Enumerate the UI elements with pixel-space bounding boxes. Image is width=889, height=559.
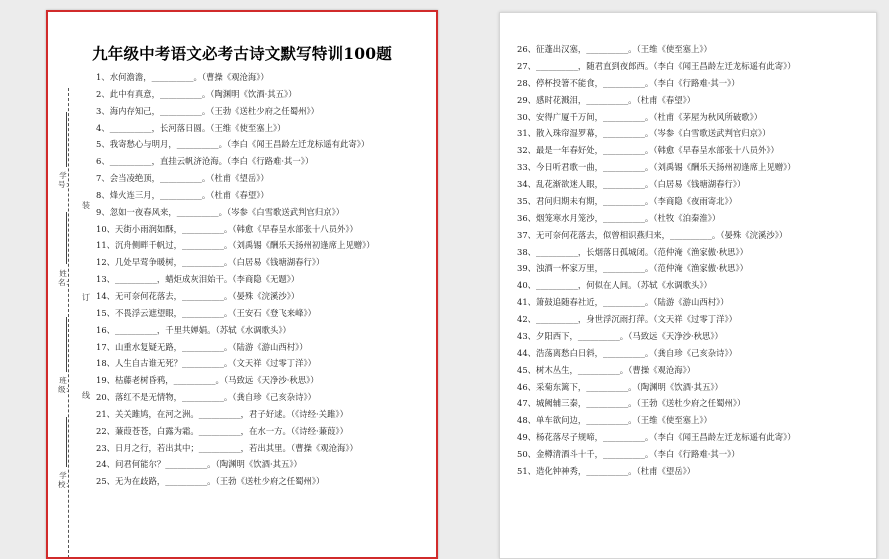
gutter-label: 线 xyxy=(82,391,90,400)
question-item: 22、蒹葭苍苍，白露为霜。__________，在水一方。（《诗经·蒹葭》） xyxy=(96,425,348,436)
question-item: 33、今日听君歌一曲，__________。（刘禹锡《酬乐天扬州初逢席上见赠》） xyxy=(517,162,796,173)
question-item: 26、征蓬出汉塞，__________。（王维《使至塞上》） xyxy=(517,44,712,54)
question-item: 24、问君何能尔？__________。（陶渊明《饮酒·其五》） xyxy=(96,459,302,470)
page-title: 九年级中考语文必考古诗文默写特训100题 xyxy=(92,44,392,63)
worksheet-page-right xyxy=(499,12,877,559)
gutter-label: 订 xyxy=(82,293,90,302)
question-item: 10、天街小雨润如酥，__________。（韩愈《早春呈水部张十八员外》） xyxy=(96,223,358,234)
question-item: 49、杨花落尽子规啼，__________。（李白《闻王昌龄左迁龙标遥有此寄》） xyxy=(517,432,796,443)
question-item: 46、采菊东篱下，__________。（陶渊明《饮酒·其五》） xyxy=(517,381,723,392)
question-item: 38、__________，长烟落日孤城闭。（范仲淹《渔家傲·秋思》） xyxy=(517,246,749,257)
question-item: 39、浊酒一杯家万里，__________。（范仲淹《渔家傲·秋思》） xyxy=(517,263,749,274)
question-item: 15、不畏浮云遮望眼，__________。（王安石《登飞来峰》） xyxy=(96,307,317,318)
question-item: 25、无为在歧路，__________。（王勃《送杜少府之任蜀州》） xyxy=(96,476,325,487)
question-item: 51、造化钟神秀，__________。（杜甫《望岳》） xyxy=(517,465,696,476)
question-item: 21、关关雎鸠，在河之洲。__________，君子好逑。（《诗经·关雎》） xyxy=(96,408,348,419)
question-item: 9、忽如一夜春风来，__________。（岑参《白雪歌送武判官归京》） xyxy=(96,206,345,217)
gutter-label: 装 xyxy=(82,201,90,210)
question-item: 42、__________，身世浮沉雨打萍。（文天祥《过零丁洋》） xyxy=(517,314,738,324)
question-item: 13、__________，蜡炬成灰泪始干。（李商隐《无题》） xyxy=(96,274,300,285)
question-item: 29、感时花溅泪，__________。（杜甫《春望》） xyxy=(517,94,696,105)
question-item: 44、浩荡离愁白日斜，__________。（龚自珍《己亥杂诗》） xyxy=(517,347,738,358)
question-item: 1、水何澹澹，__________。（曹操《观沧海》） xyxy=(96,72,269,82)
question-item: 28、停杯投箸不能食，__________。（李白《行路难·其一》） xyxy=(517,77,740,88)
question-list xyxy=(96,69,434,490)
field-line xyxy=(66,417,67,467)
question-item: 11、沉舟侧畔千帆过，__________。（刘禹锡《酬乐天扬州初逢席上见赠》） xyxy=(96,240,375,251)
question-item: 47、城阙辅三秦，__________。（王勃《送杜少府之任蜀州》） xyxy=(517,398,746,409)
question-item: 32、最是一年春好处，__________。（韩愈《早春呈水部张十八员外》） xyxy=(517,145,779,156)
question-item: 18、人生自古谁无死？__________。（文天祥《过零丁洋》） xyxy=(96,358,317,369)
question-item: 50、金樽清酒斗十千，__________。（李白《行路难·其一》） xyxy=(517,449,740,459)
question-item: 45、树木丛生，__________。（曹操《观沧海》） xyxy=(517,364,696,375)
field-student-number: 学号： xyxy=(58,171,73,189)
field-line xyxy=(66,112,67,167)
question-item: 3、海内存知己，__________。（王勃《送杜少府之任蜀州》） xyxy=(96,105,320,116)
question-item: 14、无可奈何花落去，__________。（晏殊《浣溪沙》） xyxy=(96,290,300,301)
question-item: 27、__________，随君直到夜郎西。（李白《闻王昌龄左迁龙标遥有此寄》） xyxy=(517,60,796,71)
question-item: 36、烟笼寒水月笼沙，__________。（杜牧《泊秦淮》） xyxy=(517,212,721,223)
question-item: 4、__________，长河落日圆。（王维《使至塞上》） xyxy=(96,122,286,133)
question-item: 23、日月之行，若出其中；__________，若出其里。（曹操《观沧海》） xyxy=(96,442,358,453)
question-item: 8、烽火连三月，__________。（杜甫《春望》） xyxy=(96,189,269,200)
field-line xyxy=(66,317,67,372)
question-item: 43、夕阳西下，__________。（马致远《天净沙·秋思》） xyxy=(517,330,723,341)
question-item: 41、箫鼓追随春社近，__________。（陆游《游山西村》） xyxy=(517,297,729,308)
worksheet-page-left xyxy=(46,10,438,559)
question-item: 16、__________，千里共婵娟。（苏轼《水调歌头》） xyxy=(96,324,291,335)
field-name: 姓名： xyxy=(58,269,73,287)
question-item: 5、我寄愁心与明月，__________。（李白《闻王昌龄左迁龙标遥有此寄》） xyxy=(96,139,370,150)
question-item: 2、此中有真意，__________。（陶渊明《饮酒·其五》） xyxy=(96,88,297,99)
question-item: 37、无可奈何花落去，似曾相识燕归来，__________。（晏殊《浣溪沙》） xyxy=(517,229,788,240)
question-item: 48、单车欲问边，__________。（王维《使至塞上》） xyxy=(517,415,712,426)
field-school: 学校： xyxy=(58,471,73,489)
question-item: 17、山重水复疑无路，__________。（陆游《游山西村》） xyxy=(96,341,308,352)
question-item: 34、乱花渐欲迷人眼，__________。（白居易《钱塘湖春行》） xyxy=(517,179,746,189)
question-list xyxy=(517,41,861,480)
question-item: 20、落红不是无情物，__________。（龚自珍《己亥杂诗》） xyxy=(96,392,317,403)
question-item: 31、散入珠帘湿罗幕，__________。（岑参《白雪歌送武判官归京》） xyxy=(517,128,771,139)
question-item: 6、__________，直挂云帆济沧海。（李白《行路难·其一》） xyxy=(96,156,314,167)
question-item: 30、安得广厦千万间，__________。（杜甫《茅屋为秋风所破歌》） xyxy=(517,111,763,122)
question-item: 35、君问归期未有期，__________。（李商隐《夜雨寄北》） xyxy=(517,195,738,206)
question-item: 40、__________，何似在人间。（苏轼《水调歌头》） xyxy=(517,280,712,291)
field-line xyxy=(66,212,67,264)
field-class: 班级： xyxy=(58,376,73,394)
question-item: 19、枯藤老树昏鸦，__________。（马致远《天净沙·秋思》） xyxy=(96,375,319,386)
question-item: 7、会当凌绝顶，__________。（杜甫《望岳》） xyxy=(96,173,269,184)
question-item: 12、几处早莺争暖树，__________。（白居易《钱塘湖春行》） xyxy=(96,257,325,268)
